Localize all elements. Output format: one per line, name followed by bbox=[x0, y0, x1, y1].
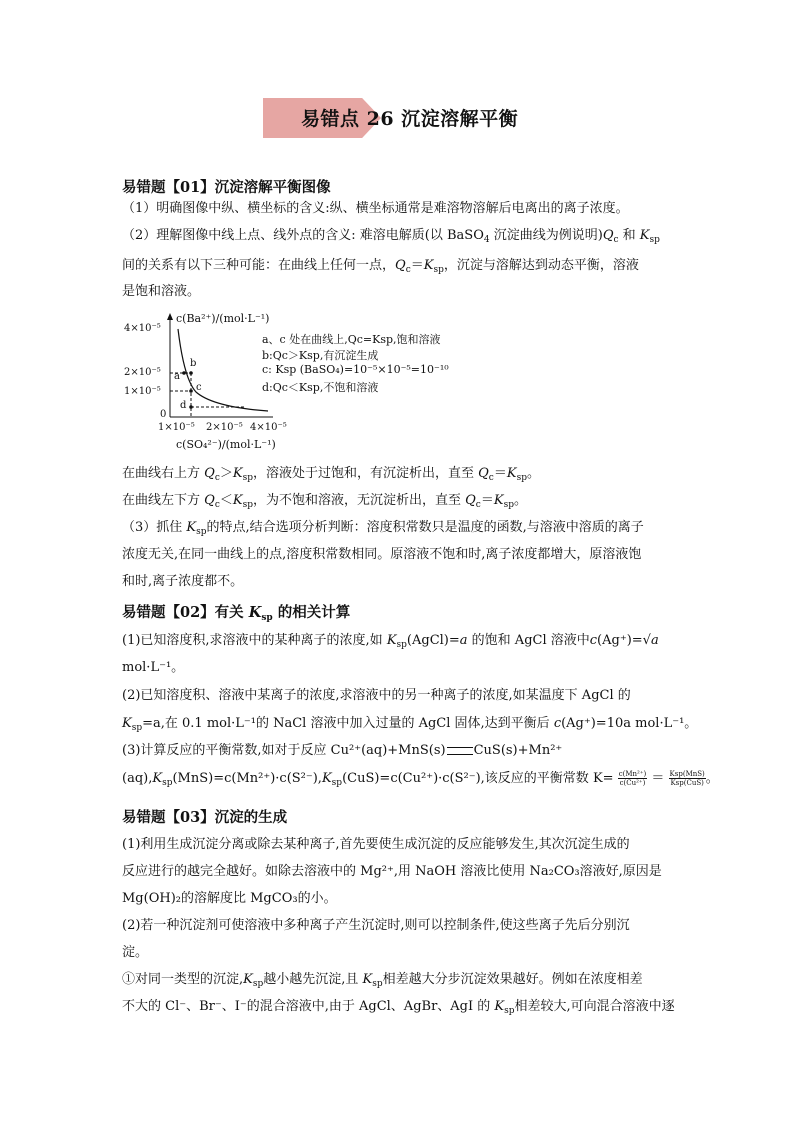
section-heading-02: 易错题【02】有关 $K_{sp}$ 的相关计算 bbox=[122, 604, 351, 623]
precip-line-2: 反应进行的越完全越好。如除去溶液中的 Mg²⁺,用 NaOH 溶液比使用 Na₂CO₃溶液好,原因是 bbox=[122, 864, 662, 879]
x-tick-4e5: 4×10⁻⁵ bbox=[250, 422, 287, 433]
point-d bbox=[189, 405, 193, 409]
paragraph-1: （1）明确图像中纵、横坐标的含义:纵、横坐标通常是难溶物溶解后电离出的离子浓度。 bbox=[122, 201, 629, 216]
y-tick-2e5: 2×10⁻⁵ bbox=[124, 367, 161, 378]
precip-line-7: 不大的 Cl⁻、Br⁻、I⁻的混合溶液中,由于 AgCl、AgBr、AgI 的 $K_{sp}$相差较大,可向混合溶液中逐 bbox=[122, 999, 675, 1016]
precip-line-4: (2)若一种沉淀剂可使溶液中多种离子产生沉淀时,则可以控制条件,使这些离子先后分别沉 bbox=[122, 918, 630, 933]
legend-line-3: c: Ksp (BaSO₄)=10⁻⁵×10⁻⁵=10⁻¹⁰ bbox=[262, 363, 449, 376]
page-title: 易错点 26 沉淀溶解平衡 bbox=[301, 108, 519, 130]
precip-line-3: Mg(OH)₂的溶解度比 MgCO₃的小。 bbox=[122, 891, 337, 906]
point-c bbox=[189, 389, 193, 393]
point-a bbox=[182, 371, 186, 375]
paragraph-7: 和时,离子浓度都不。 bbox=[122, 574, 244, 589]
equilibrium-arrow-icon bbox=[447, 747, 473, 755]
calc-line-4: $K_{sp}=a$,在 0.1 mol·L⁻¹的 NaCl 溶液中加入过量的 AgCl 固体,达到平衡后 c(Ag⁺)=10a mol·L⁻¹。 bbox=[122, 716, 698, 733]
y-axis-label: c(Ba²⁺)/(mol·L⁻¹) bbox=[176, 312, 270, 325]
section-heading-03: 易错题【03】沉淀的生成 bbox=[122, 809, 288, 826]
ksp-curve-figure bbox=[118, 307, 468, 457]
precip-line-1: (1)利用生成沉淀分离或除去某种离子,首先要使生成沉淀的反应能够发生,其次沉淀生成的 bbox=[122, 837, 630, 852]
x-tick-2e5: 2×10⁻⁵ bbox=[206, 422, 243, 433]
paragraph-lower-left: 在曲线左下方 $Q_c<K_{sp}$，为不饱和溶液，无沉淀析出，直至 $Q_c=K_{sp}$。 bbox=[122, 493, 527, 510]
legend-line-2: b:Qc＞Ksp,有沉淀生成 bbox=[262, 349, 379, 362]
label-d: d bbox=[180, 400, 187, 411]
point-b bbox=[189, 371, 193, 375]
paragraph-upper-right: 在曲线右上方 $Q_c>K_{sp}$，溶液处于过饱和，有沉淀析出，直至 $Q_c=K_{sp}$。 bbox=[122, 466, 540, 483]
y-tick-4e5: 4×10⁻⁵ bbox=[124, 323, 161, 334]
y-tick-1e5: 1×10⁻⁵ bbox=[124, 386, 161, 397]
x-tick-1e5: 1×10⁻⁵ bbox=[158, 422, 195, 433]
paragraph-4: 是饱和溶液。 bbox=[122, 284, 201, 299]
calc-line-5: (3)计算反应的平衡常数,如对于反应 Cu²⁺(aq)+MnS(s) CuS(s)+Mn²⁺ bbox=[122, 743, 563, 758]
paragraph-6: 浓度无关,在同一曲线上的点,溶度积常数相同。原溶液不饱和时,离子浓度都增大，原溶液饱 bbox=[122, 547, 642, 562]
label-c: c bbox=[196, 382, 202, 393]
x-axis-label: c(SO₄²⁻)/(mol·L⁻¹) bbox=[176, 438, 276, 451]
y-tick-0: 0 bbox=[160, 409, 167, 420]
title-banner bbox=[263, 98, 533, 138]
label-b: b bbox=[190, 358, 197, 369]
label-a: a bbox=[174, 371, 180, 382]
calc-line-2: mol·L⁻¹。 bbox=[122, 660, 185, 675]
legend-line-1: a、c 处在曲线上,Qc=Ksp,饱和溶液 bbox=[262, 333, 441, 346]
precip-line-5: 淀。 bbox=[122, 945, 149, 960]
fraction-concentration: $\frac{\text{c(Mn²⁺)}}{\text{c(Cu²⁺)}}$ bbox=[618, 770, 647, 787]
paragraph-3: 间的关系有以下三种可能：在曲线上任何一点，$Q_c=K_{sp}$，沉淀与溶解达到动态平衡，溶液 bbox=[122, 258, 639, 275]
precip-line-6: ①对同一类型的沉淀$,K_{sp}$越小越先沉淀,且 $K_{sp}$相差越大分步沉淀效果越好。例如在浓度相差 bbox=[122, 972, 643, 989]
calc-line-1: (1)已知溶度积,求溶液中的某种离子的浓度,如 $K_{sp}(AgCl)=a$ 的饱和 AgCl 溶液中c(Ag⁺)=√a bbox=[122, 633, 659, 650]
y-axis-arrow bbox=[167, 313, 173, 320]
fraction-ksp: $\frac{\text{Ksp(MnS)}}{\text{Ksp(CuS)}}$ bbox=[669, 770, 705, 787]
paragraph-5: （3）抓住 $K_{sp}$的特点,结合选项分析判断：溶度积常数只是温度的函数,与溶液中溶质的离子 bbox=[122, 520, 644, 537]
legend-line-4: d:Qc＜Ksp,不饱和溶液 bbox=[262, 381, 379, 394]
section-heading-01: 易错题【01】沉淀溶解平衡图像 bbox=[122, 179, 331, 196]
paragraph-2: （2）理解图像中线上点、线外点的含义: 难溶电解质(以 BaSO$_4$ 沉淀曲线为例说明)$Q_c$ 和 $K_{sp}$ bbox=[122, 228, 660, 245]
calc-line-6: $(aq),K_{sp}(MnS)=c(Mn^{2+})\cdot c(S^{2-}),K_{sp}(CuS)=c(Cu^{2+})\cdot c(S^{2-})$,该反应的平衡常数 K= $\frac{\text{c(Mn²⁺)}}{\text{c(Cu²⁺)}}$ ＝ $\frac{\text{Ksp(MnS)}}{\text{Ksp(CuS)}}$ 。 bbox=[122, 770, 719, 788]
calc-line-3: (2)已知溶度积、溶液中某离子的浓度,求溶液中的另一种离子的浓度,如某温度下 AgCl 的 bbox=[122, 688, 631, 703]
